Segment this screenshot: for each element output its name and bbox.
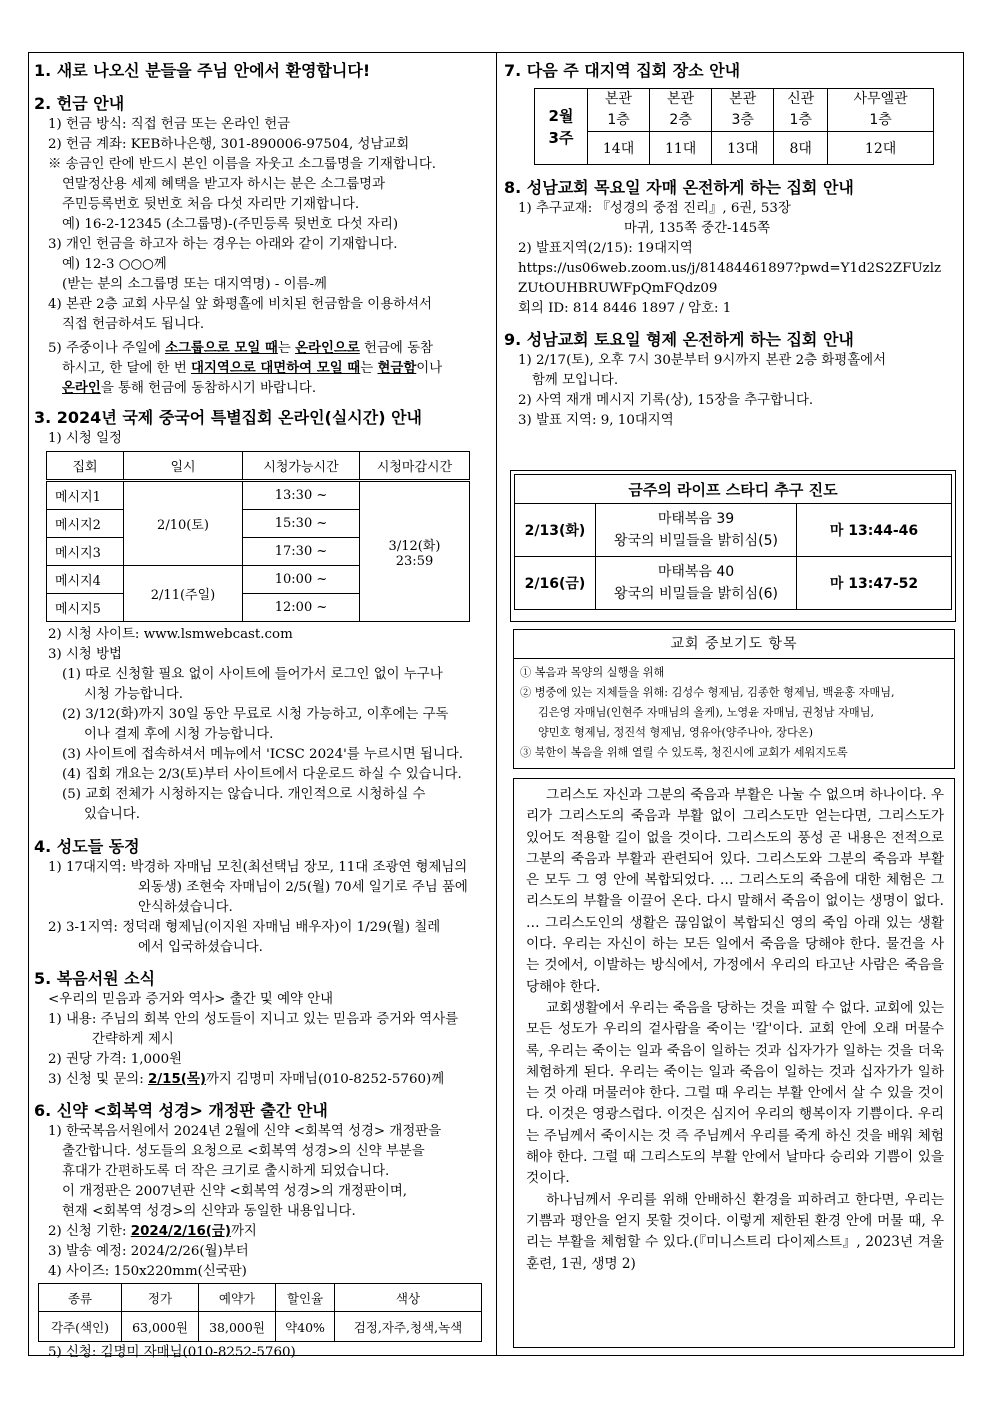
quote-box [513,778,955,1348]
member-news: 2) 3-1지역: 정덕래 형제님(이지원 자매님 배우자)이 1/29(월) 칠레 [48,920,441,935]
table-cell: 17:30 ~ [243,538,360,566]
quote-paragraph: 하나님께서 우리를 위해 안배하신 환경을 피하려고 한다면, 우리는 기쁨과 평안을 얻지 못할 것이다. 이렇게 제한된 환경 안에 머물 때, 우리는 부활을 체험할 수 있다.(『미니스트리 다이제스트』, 2023년 겨울 훈련, 1권, 생명 2) [526,1191,944,1272]
table-cell: 마태복음 40 왕국의 비밀들을 밝히심(6) [596,557,797,610]
table-row [535,89,934,132]
table-cell: 10:00 ~ [243,566,360,594]
section-5-title: 5. 복음서원 소식 [34,969,156,988]
week-label: 2월 3주 [535,89,588,165]
table-cell: 2/11(주일) [124,566,243,622]
thursday-material: 1) 추구교재: 『성경의 중점 진리』, 6권, 53장 [518,201,791,216]
book-announcement: <우리의 믿음과 증거와 역사> 출간 및 예약 안내 [48,992,334,1007]
thursday-material-line: 마귀, 135쪽 중간-145쪽 [624,221,771,236]
table-cell: 13:30 ~ [243,481,360,510]
offering-account: 2) 헌금 계좌: KEB하나은행, 301-890006-97504, 성남교회 [48,137,410,152]
left-column [34,58,490,1363]
table-row [47,452,470,481]
bible-release: 1) 한국복음서원에서 2024년 2월에 신약 <회복역 성경> 개정판을 [48,1124,442,1139]
offering-note-example: 예) 16-2-12345 (소그룹명)-(주민등록 뒷번호 다섯 자리) [62,217,399,232]
viewing-step-line: 있습니다. [84,807,140,822]
bible-size: 4) 사이즈: 150x220mm(신국판) [48,1264,247,1279]
life-study-box [510,470,956,622]
area-cell: 8대 [774,132,828,165]
section-8-title: 8. 성남교회 목요일 자매 온전하게 하는 집회 안내 [504,178,854,197]
table-cell: 2/10(토) [124,481,243,566]
offering-personal-format: (받는 분의 소그룹명 또는 대지역명) - 이름-께 [62,277,327,292]
viewing-method: 3) 시청 방법 [48,647,122,662]
member-news-line: 에서 입국하셨습니다. [138,940,263,955]
zoom-link[interactable]: https://us06web.zoom.us/j/81484461897?pwd=Y1d2S2ZFUzlz [518,261,942,276]
saturday-time: 1) 2/17(토), 오후 7시 30분부터 9시까지 본관 2층 화평홀에서 [518,353,887,368]
viewing-step-line: 이나 결제 후에 시청 가능합니다. [84,727,274,742]
book-price: 2) 권당 가격: 1,000원 [48,1052,183,1067]
place-cell: 사무엘관 1층 [828,89,934,132]
zoom-link-cont[interactable]: ZUtOUHBRUWFpQmFQdz09 [518,281,718,296]
schedule-table [46,451,470,622]
offering-personal: 3) 개인 헌금을 하고자 하는 경우는 아래와 같이 기재합니다. [48,237,398,252]
table-cell: 검정,자주,청색,녹색 [335,1312,482,1342]
table-row [39,1312,482,1342]
column-header: 색상 [335,1284,482,1312]
bible-deadline: 2) 신청 기한: 2024/2/16(금)까지 [48,1224,257,1239]
prayer-item: ③ 북한이 복음을 위해 열릴 수 있도록, 청진시에 교회가 세워지도록 [520,746,848,759]
table-cell: 메시지3 [47,538,124,566]
table-cell: 63,000원 [122,1312,199,1342]
column-header: 예약가 [199,1284,276,1312]
bible-release-line: 휴대가 간편하도록 더 작은 크기로 출시하게 되었습니다. [62,1164,390,1179]
area-cell: 14대 [588,132,650,165]
column-header: 시청가능시간 [243,452,360,481]
table-cell: 메시지1 [47,481,124,510]
quote-paragraph: 교회생활에서 우리는 죽음을 당하는 것을 피할 수 없다. 교회에 있는 모든 성도가 우리의 겉사람을 죽이는 '칼'이다. 교회 안에 오래 머물수록, 우리는 죽이는 일과 죽음이 일하는 것과 십자가가 일하는 것을 더욱 체험하게 된다. 우리는 죽이는 일과 죽음이 일하는 것과 십자가가 일하는 것 아래 머물러야 한다. 그럴 때 우리는 부활 안에서 살 수 있을 것이다. 이것은 영광스럽다. 이것은 심지어 우리의 행복이자 기쁨이다. 우리는 주님께서 죽이시는 것 즉 주님께서 우리를 죽게 하신 것을 배워 체험해야 한다. 그럴 때 그리스도의 부활 안에서 날마다 승리와 기쁨이 있을 것이다. [526,999,944,1187]
section-9-title: 9. 성남교회 토요일 형제 온전하게 하는 집회 안내 [504,330,854,349]
offering-online-line: 온라인을 통해 헌금에 동참하시기 바랍니다. [62,381,317,396]
offering-note-line: 연말정산용 세제 혜택을 받고자 하시는 분은 소그룹명과 [62,177,386,192]
column-header: 집회 [47,452,124,481]
section-7-title: 7. 다음 주 대지역 집회 장소 안내 [504,61,741,80]
table-cell: 각주(색인) [39,1312,122,1342]
offering-note: ※ 송금인 란에 반드시 본인 이름을 자웃고 소그룹명을 기재합니다. [48,157,437,172]
area-cell: 11대 [650,132,712,165]
thursday-presenter: 2) 발표지역(2/15): 19대지역 [518,241,693,256]
prayer-box [513,629,955,769]
place-cell: 본관 1층 [588,89,650,132]
table-row [39,1284,482,1312]
member-news-line: 안식하셨습니다. [138,900,233,915]
offering-online-line: 5) 주중이나 주일에 소그룹으로 모일 때는 온라인으로 헌금에 동참 [48,341,433,356]
area-cell: 12대 [828,132,934,165]
prayer-item: ② 병중에 있는 지체들을 위해: 김성수 형제님, 김종한 형제님, 백윤홍 자매님, [520,686,895,699]
saturday-content: 2) 사역 재개 메시지 기록(상), 15장을 추구합니다. [518,393,814,408]
viewing-step: (5) 교회 전체가 시청하지는 않습니다. 개인적으로 시청하실 수 [62,787,426,802]
bible-shipping: 3) 발송 예정: 2024/2/26(월)부터 [48,1244,249,1259]
viewing-step: (4) 집회 개요는 2/3(토)부터 사이트에서 다운로드 하실 수 있습니다. [62,767,462,782]
table-cell: 약40% [276,1312,335,1342]
table-cell: 15:30 ~ [243,510,360,538]
column-header: 시청마감시간 [360,452,470,481]
right-column [504,58,956,431]
table-cell: 마 13:47-52 [797,557,952,610]
quote-paragraph: 그리스도 자신과 그분의 죽음과 부활은 나눌 수 없으며 하나이다. 우리가 그리스도의 죽음과 부활 없이 그리스도만 얻는다면, 그리스도가 있어도 적용할 길이 없을 것이다. 그리스도의 풍성 곧 내용은 전적으로 그분의 죽음과 부활과 관련되어 있다. 그리스도와 그분의 죽음과 부활은 모두 그 영 안에 복합되었다. … 그리스도의 죽음에 대한 체험은 그리스도의 부활을 이끌어 온다. 다시 말해서 죽음이 없이는 생명이 없다. … 그리스도인의 생활은 끊임없이 복합되신 영의 죽임 아래 있는 생활이다. 우리는 자신이 하는 모든 일에서 죽음을 당해야 한다. 물건을 사는 것에서, 이발하는 방식에서, 가정에서 우리의 타고난 사람은 죽음을 당해야 한다. [526,787,944,995]
table-row [515,557,952,610]
section-4-title: 4. 성도들 동정 [34,837,140,856]
place-cell: 본관 3층 [712,89,774,132]
bible-order: 5) 신청: 김명미 자매님(010-8252-5760) [48,1345,296,1360]
book-content-line: 간략하게 제시 [92,1032,174,1047]
saturday-presenter: 3) 발표 지역: 9, 10대지역 [518,413,674,428]
table-row [535,132,934,165]
place-cell: 본관 2층 [650,89,712,132]
table-cell: 38,000원 [199,1312,276,1342]
prayer-title: 교회 중보기도 항목 [514,630,954,659]
prayer-item: ① 복음과 목양의 실행을 위해 [520,666,665,679]
table-row [47,481,470,510]
bible-release-line: 출간합니다. 성도들의 요청으로 <회복역 성경>의 신약 부분을 [62,1144,425,1159]
table-cell: 마태복음 39 왕국의 비밀들을 밝히심(5) [596,504,797,557]
offering-box: 4) 본관 2층 교회 사무실 앞 화평홀에 비치된 헌금함을 이용하셔서 [48,297,432,312]
viewing-step: (3) 사이트에 접속하셔서 메뉴에서 'ICSC 2024'를 누르시면 됩니다. [62,747,464,762]
offering-method: 1) 헌금 방식: 직접 헌금 또는 온라인 헌금 [48,117,291,132]
bible-release-line: 현재 <회복역 성경>의 신약과 동일한 내용입니다. [62,1204,356,1219]
place-cell: 신관 1층 [774,89,828,132]
section-2-title: 2. 헌금 안내 [34,94,125,113]
table-cell: 2/16(금) [515,557,596,610]
section-1-title: 1. 새로 나오신 분들을 주님 안에서 환영합니다! [34,61,371,80]
life-study-table [514,474,952,610]
member-news-line: 외동생) 조현숙 자매님이 2/5(월) 70세 일기로 주님 품에 [138,880,468,895]
table-cell: 마 13:44-46 [797,504,952,557]
viewing-step-line: 시청 가능합니다. [84,687,184,702]
meeting-place-table [534,88,934,165]
section-6-title: 6. 신약 <회복역 성경> 개정판 출간 안내 [34,1101,328,1120]
book-content: 1) 내용: 주님의 회복 안의 성도들이 지니고 있는 믿음과 증거와 역사를 [48,1012,459,1027]
column-header: 일시 [124,452,243,481]
viewing-site: 2) 시청 사이트: www.lsmwebcast.com [48,627,293,642]
column-header: 종류 [39,1284,122,1312]
prayer-item-line: 김은영 자매님(인현주 자매님의 올케), 노영윤 자매님, 권청남 자매님, [538,706,875,719]
table-cell: 메시지2 [47,510,124,538]
saturday-time-line: 함께 모입니다. [532,373,619,388]
offering-online-line: 하시고, 한 달에 한 번 대지역으로 대면하여 모일 때는 현금함이나 [62,361,443,376]
offering-note-line: 주민등록번호 뒷번호 처음 다섯 자리만 기재합니다. [62,197,360,212]
table-cell: 2/13(화) [515,504,596,557]
zoom-meeting-id: 회의 ID: 814 8446 1897 / 암호: 1 [518,301,732,316]
bible-price-table [38,1283,482,1342]
schedule-label: 1) 시청 일정 [48,431,122,446]
table-cell: 3/12(화) 23:59 [360,481,470,622]
life-study-title: 금주의 라이프 스타디 추구 진도 [515,475,952,504]
table-row [515,504,952,557]
viewing-step: (2) 3/12(화)까지 30일 동안 무료로 시청 가능하고, 이후에는 구독 [62,707,449,722]
column-header: 할인율 [276,1284,335,1312]
offering-personal-example: 예) 12-3 ○○○께 [62,257,167,272]
area-cell: 13대 [712,132,774,165]
table-row [515,475,952,504]
member-news: 1) 17대지역: 박경하 자매님 모친(최선택님 장모, 11대 조광연 형제님의 [48,860,468,875]
table-cell: 메시지5 [47,594,124,622]
prayer-item-line: 양민호 형제님, 정진석 형제님, 영유아(양주나아, 장다온) [538,726,813,739]
column-divider [496,52,497,1356]
viewing-step: (1) 따로 신청할 필요 없이 사이트에 들어가서 로그인 없이 누구나 [62,667,443,682]
bible-release-line: 이 개정판은 2007년판 신약 <회복역 성경>의 개정판이며, [62,1184,408,1199]
offering-box-line: 직접 헌금하셔도 됩니다. [62,317,205,332]
table-cell: 메시지4 [47,566,124,594]
column-header: 정가 [122,1284,199,1312]
table-cell: 12:00 ~ [243,594,360,622]
section-3-title: 3. 2024년 국제 중국어 특별집회 온라인(실시간) 안내 [34,408,422,427]
book-order: 3) 신청 및 문의: 2/15(목)까지 김명미 자매님(010-8252-5760)께 [48,1072,445,1087]
